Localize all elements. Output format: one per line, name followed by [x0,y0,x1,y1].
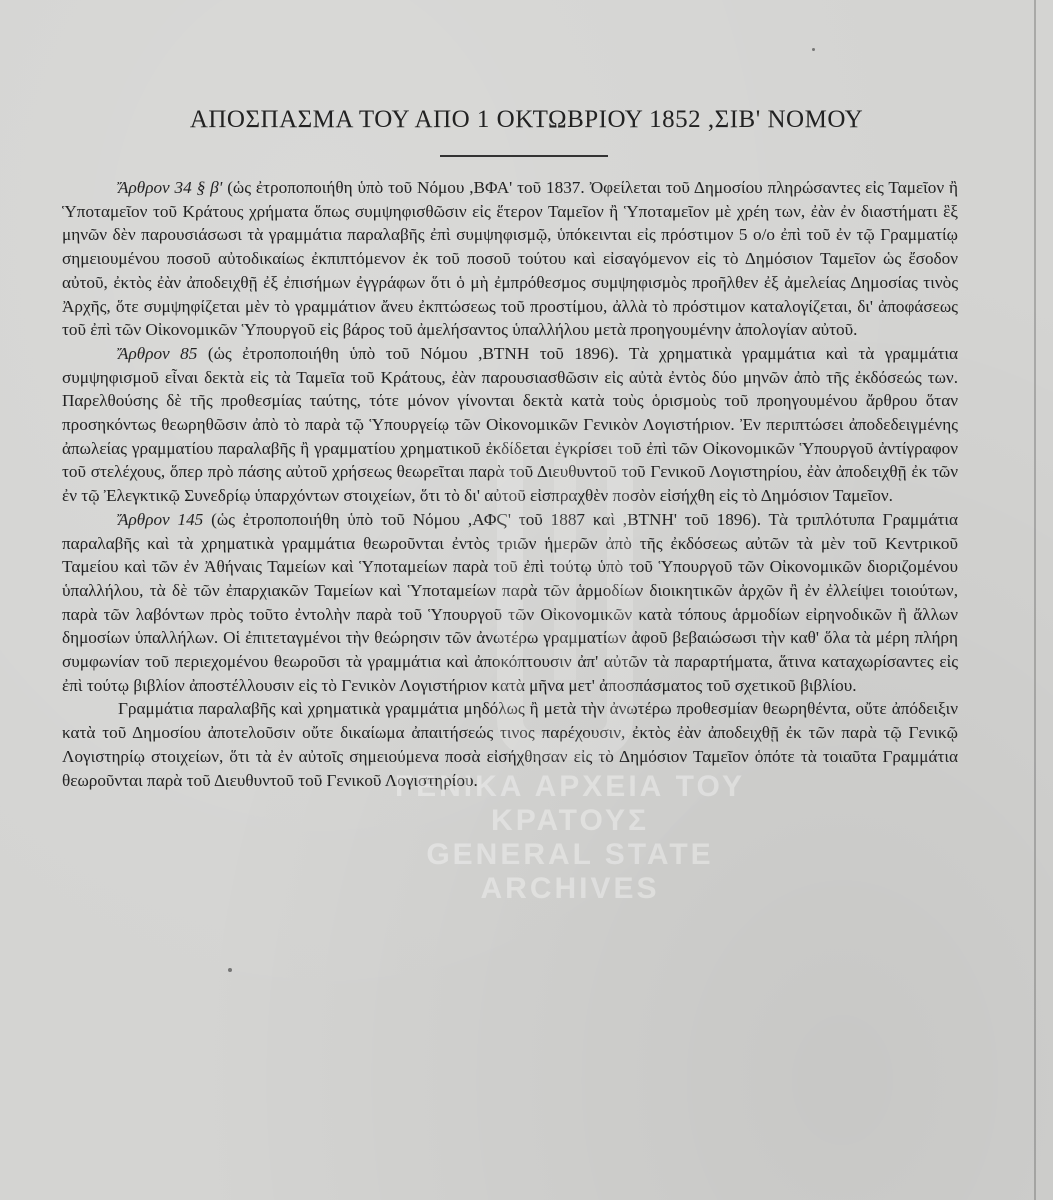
watermark-line-english: GENERAL STATE ARCHIVES [426,838,714,905]
ink-speck [812,48,815,51]
document-title: ΑΠΟΣΠΑΣΜΑ ΤΟΥ ΑΠΟ 1 ΟΚΤΩΒΡΙΟΥ 1852 ,ΣΙΒ' ΝΟΜΟΥ [189,106,864,133]
document-body [62,176,958,792]
watermark-line-greek: ΓΕΝΙΚΑ ΑΡΧΕΙΑ ΤΟΥ ΚΡΑΤΟΥΣ [395,770,745,837]
paragraph-article-85 [62,342,958,508]
paragraph-article-145 [62,508,958,698]
title-underline [440,155,608,157]
paragraph-closing [62,697,958,792]
article-text: (ὡς ἐτροποποιήθη ὑπὸ τοῦ Νόμου ,ΑΦϚ' τοῦ 1887 καὶ ,ΒΤΝΗ' τοῦ 1896). Τὰ τριπλότυπα Γραμμάτια παραλαβῆς καὶ τὰ χρηματικὰ γραμμάτια θεωροῦνται ἐντὸς τριῶν ἡμερῶν ἀπὸ τῆς ἐκδόσεως αὐτῶν τὰ μὲν τοῦ Κεντρικοῦ Ταμείου καὶ τῶν ἐν Ἀθήναις Ταμείων καὶ Ὑποταμείων παρὰ τοῦ ἐπὶ τούτῳ ὑπὸ τοῦ Ὑπουργοῦ τῶν Οἰκονομικῶν διοριζομένου ὑπαλλήλου, τὰ δὲ τῶν ἐπαρχιακῶν Ταμείων καὶ Ὑποταμείων παρὰ τῶν ἁρμοδίων διοικητικῶν ἀρχῶν ἢ ἐν ἐλλείψει τοιούτων, παρὰ τῶν λαβόντων πρὸς τοῦτο ἐντολὴν παρὰ τοῦ Ὑπουργοῦ τῶν Οἰκονομικῶν κατὰ τόπους ἁρμοδίων εἰρηνοδικῶν ἢ ἄλλων δημοσίων ὑπαλλήλων. Οἱ ἐπιτεταγμένοι τὴν θεώρησιν τῶν ἀνωτέρω γραμματίων ἀφοῦ βεβαιώσωσι τὴν καθ' ὅλα τὰ μέρη πλήρη συμφωνίαν τοῦ περιεχομένου θεωροῦσι τὰ γραμμάτια καὶ ἀποκόπτουσιν ἀπ' αὐτῶν τὰ παραρτήματα, ἅτινα καταχωρίσαντες εἰς ἐπὶ τούτῳ βιβλίον ἀποστέλλουσιν εἰς τὸ Γενικὸν Λογιστήριον κατὰ μῆνα μετ' ἀποσπάσματος τοῦ σχετικοῦ βιβλίου. [62,509,958,695]
article-text: (ὡς ἐτροποποιήθη ὑπὸ τοῦ Νόμου ,ΒΤΝΗ τοῦ 1896). Τὰ χρηματικὰ γραμμάτια καὶ τὰ γραμμάτια συμψηφισμοῦ εἶναι δεκτὰ εἰς τὰ Ταμεῖα τοῦ Κράτους, ἐὰν παρουσιασθῶσιν εἰς αὐτὰ ἐντὸς δύο μηνῶν ἀπὸ τῆς ἐκδόσεώς των. Παρελθούσης δὲ τῆς προθεσμίας ταύτης, τότε μόνον γίνονται δεκτὰ κατὰ τοὺς ὁρισμοὺς τοῦ προηγουμένου ἄρθρου ὅταν προσηκόντως θεωρηθῶσιν ἀπὸ τὸ παρὰ τῷ Ὑπουργείῳ τῶν Οἰκονομικῶν Γενικὸν Λογιστήριον. Ἐν περιπτώσει ἀποδεδειγμένης ἀπωλείας γραμματίου παραλαβῆς ἢ γραμματίου χρηματικοῦ ἐκδίδεται ἐγκρίσει τοῦ ἐπὶ τῶν Οἰκονομικῶν Ὑπουργοῦ ἀντίγραφον τοῦ στελέχους, ὅπερ πρὸ πάσης αὐτοῦ χρήσεως θεωρεῖται παρὰ τοῦ Διευθυντοῦ τοῦ Γενικοῦ Λογιστηρίου, ἐὰν ἀποδειχθῇ ἐκ τῶν ἐν τῷ Ἐλεγκτικῷ Συνεδρίῳ ὑπαρχόντων στοιχείων, ὅτι τὸ δι' αὐτοῦ εἰσπραχθὲν ποσὸν εἰσήχθη εἰς τὸ Δημόσιον Ταμεῖον. [62,343,958,506]
article-heading: Ἄρθρον 34 § β' [118,178,223,197]
page-edge-line [1034,0,1036,1200]
ink-speck [228,968,232,972]
paragraph-article-34 [62,176,958,342]
article-heading: Ἄρθρον 85 [118,343,198,363]
article-heading: Ἄρθρον 145 [118,509,204,529]
article-text: (ὡς ἐτροποποιήθη ὑπὸ τοῦ Νόμου ,ΒΦΑ' τοῦ 1837. Ὀφείλεται τοῦ Δημοσίου πληρώσαντες εἰς Ταμεῖον ἢ Ὑποταμεῖον τοῦ Κράτους χρήματα ὅπως συμψηφισθῶσιν εἰς ἕτερον Ταμεῖον ἢ Ὑποταμεῖον μὲ χρέη των, ἐὰν ἐν διαστήματι ἓξ μηνῶν δὲν παρουσιάσωσι τὰ γραμμάτια παραλαβῆς ἐπὶ συμψηφισμῷ, ὑπόκεινται εἰς πρόστιμον 5 ο/ο ἐπὶ τοῦ ἐν τῷ Γραμματίῳ σημειουμένου ποσοῦ αὐτοδικαίως ἐκπιπτόμενον ἐκ τοῦ ποσοῦ τούτου καὶ εἰσαγόμενον εἰς τὸ Δημόσιον Ταμεῖον ὡς ἔσοδον αὐτοῦ, ἐκτὸς ἐὰν ἀποδειχθῇ ἐξ ἐπισήμων ἐγγράφων ὅτι ὁ μὴ ἐμπρόθεσμος συμψηφισμὸς προῆλθεν ἐξ ἀμελείας Δημοσίας τινὸς Ἀρχῆς, ὅτε συμψηφίζεται μὲν τὸ γραμμάτιον ἄνευ ἐκπτώσεως τοῦ προστίμου, ἀλλὰ τὸ πρόστιμον καταλογίζεται, δι' ἀποφάσεως τοῦ ἐπὶ τῶν Οἰκονομικῶν Ὑπουργοῦ εἰς βάρος τοῦ ἀμελήσαντος ὑπαλλήλου μετὰ προηγουμένην ἀπολογίαν αὐτοῦ. [62,178,958,340]
article-text: Γραμμάτια παραλαβῆς καὶ χρηματικὰ γραμμάτια μηδόλως ἢ μετὰ τὴν ἀνωτέρω προθεσμίαν θεωρηθέντα, οὔτε ἀπόδειξιν κατὰ τοῦ Δημοσίου ἀποτελοῦσιν οὔτε δικαίωμα ἀπαιτήσεώς τινος παρέχουσιν, ἐκτὸς ἐὰν ἀποδειχθῇ ἐκ τῶν παρὰ τῷ Γενικῷ Λογιστηρίῳ στοιχείων, ὅτι τὰ ἐν αὐτοῖς σημειούμενα ποσὰ εἰσήχθησαν εἰς τὸ Δημόσιον Ταμεῖον ὁπότε τὰ τοιαῦτα Γραμμάτια θεωροῦνται παρὰ τοῦ Διευθυντοῦ τοῦ Γενικοῦ Λογιστηρίου. [62,699,958,790]
